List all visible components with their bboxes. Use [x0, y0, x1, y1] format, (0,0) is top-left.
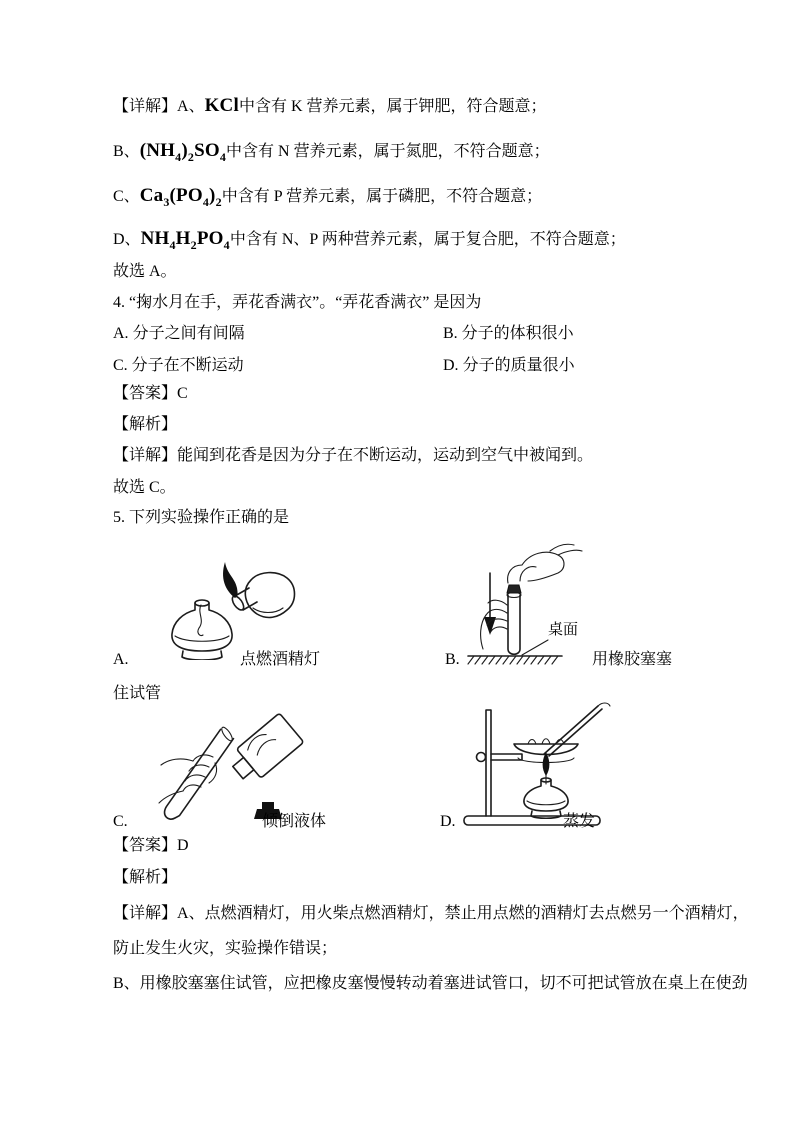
rubber-stopper-test-tube-figure: [450, 543, 670, 665]
q4-detail: 【详解】能闻到花香是因为分子在不断运动，运动到空气中被闻到。: [113, 447, 594, 464]
q4-option-a: A. 分子之间有间隔: [113, 325, 245, 342]
formula-ammonium-sulfate: $(NH_4)_2SO_4$: [139, 140, 227, 164]
q4-option-b: B. 分子的体积很小: [443, 325, 574, 342]
q4-conclusion: 故选 C。: [113, 479, 176, 496]
detail-label: 【详解】: [113, 905, 178, 922]
q5-detail-a-line1: 【详解】A、点燃酒精灯，用火柴点燃酒精灯，禁止用点燃的酒精灯去点燃另一个酒精灯，: [113, 905, 749, 922]
q5-figure-b-caption: 用橡胶塞塞: [592, 651, 673, 668]
q5-figure-d-caption: 蒸发: [563, 813, 596, 830]
q3-conclusion: 故选 A。: [113, 263, 177, 280]
answer-label: 【答案】: [113, 385, 178, 402]
detail-label: 【详解】: [113, 98, 178, 115]
q3-detail-line-a: 【详解】A、KCl中含有 K 营养元素，属于钾肥，符合题意；: [113, 95, 547, 116]
rubber-stopper-test-tube-icon: [450, 543, 670, 665]
q3-detail-line-d: D、$NH_4H_2PO_4$中含有 N、P 两种营养元素，属于复合肥，不符合题意；: [113, 228, 626, 252]
q5-detail-a-line2: 防止发生火灾，实验操作错误；: [113, 940, 338, 957]
evaporation-figure: [450, 700, 620, 830]
desk-surface-label: 桌面: [548, 622, 579, 638]
answer-label: 【答案】: [113, 837, 178, 854]
q5-figure-b-caption-wrap: 住试管: [113, 685, 162, 702]
q3-detail-line-c: C、$Ca_3(PO_4)_2$中含有 P 营养元素，属于磷肥，不符合题意；: [113, 185, 543, 209]
formula-calcium-phosphate: $Ca_3(PO_4)_2$: [139, 185, 222, 209]
alcohol-lamp-lighting-figure: [145, 550, 335, 660]
q5-analysis-label: 【解析】: [113, 869, 178, 886]
q4-analysis-label: 【解析】: [113, 416, 178, 433]
alcohol-lamp-lighting-icon: [145, 550, 335, 660]
q5-answer: 【答案】D: [113, 837, 189, 854]
q5-figure-c-caption: 倾倒液体: [262, 813, 327, 830]
detail-label: 【详解】: [113, 447, 178, 464]
evaporation-icon: [450, 700, 620, 830]
q5-figure-d-label: D.: [440, 813, 456, 830]
q4-stem: 4. “掬水月在手，弄花香满衣”。“弄花香满衣” 是因为: [113, 294, 482, 311]
q5-figure-b-label: B.: [445, 651, 460, 668]
q3-detail-line-b: B、$(NH_4)_2SO_4$中含有 N 营养元素，属于氮肥，不符合题意；: [113, 140, 550, 164]
formula-kcl: KCl: [204, 95, 239, 116]
formula-ammonium-dihydrogen-phosphate: $NH_4H_2PO_4$: [140, 228, 230, 252]
q5-detail-b-line: B、用橡胶塞塞住试管，应把橡皮塞慢慢转动着塞进试管口，切不可把试管放在桌上在使劲: [113, 975, 748, 992]
q4-option-d: D. 分子的质量很小: [443, 357, 575, 374]
q4-answer: 【答案】C: [113, 385, 188, 402]
q5-figure-a-caption: 点燃酒精灯: [240, 651, 321, 668]
q5-stem: 5. 下列实验操作正确的是: [113, 509, 290, 526]
q5-figure-c-label: C.: [113, 813, 128, 830]
q5-figure-a-label: A.: [113, 651, 129, 668]
q4-option-c: C. 分子在不断运动: [113, 357, 244, 374]
